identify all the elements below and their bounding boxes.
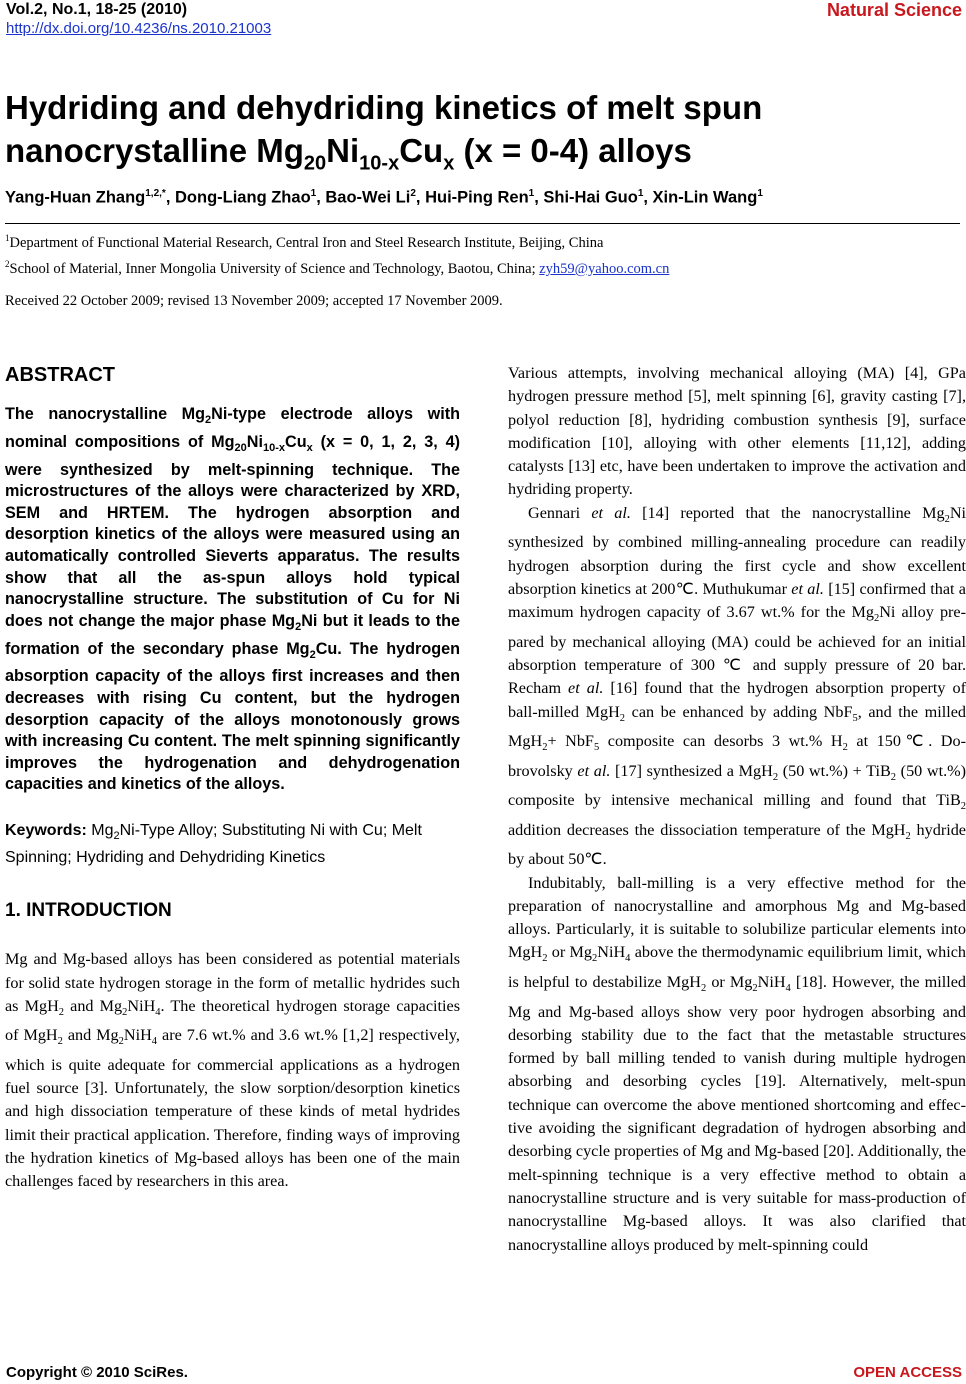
doi-link[interactable]: http://dx.doi.org/10.4236/ns.2010.21003 <box>6 20 272 37</box>
paper-title: Hydriding and dehydriding kinetics of melt spun nanocrystalline $Mg_{20}Ni_{10-x}Cu_x$ (x = 0-4) alloys <box>5 89 763 175</box>
journal-header <box>6 0 271 38</box>
author-name: Hui-Ping Ren <box>425 188 529 207</box>
abstract-body: The nanocrystalline $Mg_2Ni$-type electrode alloys with nominal compositions of $Mg_{20}Ni_{10-x}Cu_x$ (x = 0, 1, 2, 3, 4) were synthesized by melt-spinning technique. The microstructures of the alloys were characterized by XRD, SEM and HRTEM. The hydrogen absorption and desorption kinetics of the alloys were measured using an automatically controlled Sieverts apparatus. The results show that all the as-spun alloys hold typical nanocrystalline structure. The substitution of Cu for Ni does not change the major phase $Mg_2Ni$ but it leads to the formation of the secondary phase $Mg_2Cu$. The hydrogen absorption capacity of the alloys first increases and then decreases with rising Cu content, but the hydrogen desorption capacity of the alloys monotonously grows with increasing Cu content. The melt spinning significantly improves the hydrogenation and dehydrogenation capacities and kinetics of the alloys. <box>5 405 461 794</box>
copyright-footer: Copyright © 2010 SciRes. <box>6 1364 188 1381</box>
author-name: Yang-Huan Zhang <box>5 188 146 207</box>
title-line-1: Hydriding and dehydriding kinetics of melt spun <box>5 89 763 126</box>
author-name: Bao-Wei Li <box>325 188 411 207</box>
author-list: Yang-Huan Zhang$^{1,2,*}$, Dong-Liang Zhao$^1$, Bao-Wei Li$^2$, Hui-Ping Ren$^1$, Shi-Hai Guo$^1$, Xin-Lin Wang$^1$ <box>5 188 763 207</box>
author-name: Xin-Lin Wang <box>652 188 758 207</box>
left-column <box>5 360 460 1194</box>
body-paragraph: Various attempts, involving mechanical alloying (MA) [4], GPa hydrogen pressure method [5], melt spinning [6], gravity casting [7], polyol reduction [8], hydriding combustion synthesis [9], surface modification [10], alloying with other elements [11,12], adding catalysts [13] etc, have been undertaken to improve the activation and hydriding property. <box>508 364 966 499</box>
received-dates: Received 22 October 2009; revised 13 November 2009; accepted 17 November 2009. <box>5 293 503 309</box>
email-link[interactable]: zyh59@yahoo.com.cn <box>539 260 670 277</box>
right-column <box>508 362 966 1257</box>
introduction-paragraph: Mg and Mg-based alloys has been considered as potential materials for solid state hydrogen storage in the form of metallic hydrides such as MgH$_2$ and $Mg_2NiH_4$. The theoretical hydrogen storage capacities of MgH$_2$ and $Mg_2NiH_4$ are 7.6 wt.% and 3.6 wt.% [1,2] respectively, which is quite adequate for commercial applications as a hydrogen fuel source [3]. Unfortunately, the slow sorption/desorption kinetics and high dissociation temperature of these kinds of metal hydrides limit their practical application. Therefore, finding ways of improving the hydration kinetics of Mg-based alloys has been one of the main challenges faced by researchers in this area. <box>5 950 461 1191</box>
affiliations <box>5 228 669 280</box>
keywords: Keywords: $Mg_2Ni$-Type Alloy; Substituting Ni with Cu; Melt Spinning; Hydriding and Dehydriding Kinetics <box>5 822 422 867</box>
open-access-label: OPEN ACCESS <box>853 1364 962 1381</box>
body-paragraph: Gennari et al. [14] reported that the nanocrystalline $Mg_2Ni$ synthesized by combined milling-annealing procedure can readily hydrogen absorption during the first cycle and show excellent absorption kinetics at 200℃. Muthukumar et al. [15] confirmed that a maximum hydrogen capacity of 3.67 wt.% for the $Mg_2Ni$ alloy prepared by mechanical alloying (MA) could be achieved for an initial absorption temperature of 300 ℃ and supply pressure of 20 bar. Recham et al. [16] found that the hydrogen absorption property of ball-milled MgH$_2$ can be enhanced by adding NbF$_5$, and the milled MgH$_2$+ NbF$_5$ composite can desorbs 3 wt.% $H_2$ at 150℃. Dobrovolsky et al. [17] synthesized a MgH$_2$ (50 wt.%) + TiB$_2$ (50 wt.%) composite by intensive mechanical milling and found that TiB$_2$ addition decreases the dissociation temperature of the MgH$_2$ hydride by about 50℃. <box>508 503 966 869</box>
journal-name: Natural Science <box>826 0 962 20</box>
abstract-heading: ABSTRACT <box>5 364 115 386</box>
affiliation-1: $^1$Department of Functional Material Research, Central Iron and Steel Research Institute, Beijing, China <box>5 233 604 251</box>
body-paragraph: Indubitably, ball-milling is a very effective method for the preparation of nanocrystalline and amorphous Mg and Mg-based alloys. Particularly, it is suitable to solubilize particular elements into MgH$_2$ or $Mg_2NiH_4$ above the thermodynamic equilibrium limit, which is helpful to destabilize MgH$_2$ or $Mg_2NiH_4$ [18]. However, the milled Mg and Mg-based alloys show very poor hydrogen absorbing and desorbing stability due to the fact that the metastable structures formed by ball milling tended to vanish during multiple hydrogen absorbing and desorbing cycles [19]. Alternatively, melt-spun technique can overcome the above mentioned shortcoming and effective avoiding the significant degradation of hydrogen absorbing and desorbing cycle properties of Mg and Mg-based [20]. Additionally, the melt-spinning technique is a very effective method to obtain a nanocrystalline structure and is very suitable for mass-production of nanocrystalline Mg-based alloys. It was also clarified that nanocrystalline alloys produced by melt-spinning could <box>508 873 966 1254</box>
author-name: Dong-Liang Zhao <box>175 188 311 207</box>
journal-reference: Vol.2, No.1, 18-25 (2010) <box>6 1 188 18</box>
affiliation-2: $^2$School of Material, Inner Mongolia University of Science and Technology, Baotou, China; zyh59@yahoo.com.cn <box>5 258 670 277</box>
author-name: Shi-Hai Guo <box>543 188 638 207</box>
introduction-heading: 1. INTRODUCTION <box>5 900 172 922</box>
header-divider <box>5 223 960 224</box>
